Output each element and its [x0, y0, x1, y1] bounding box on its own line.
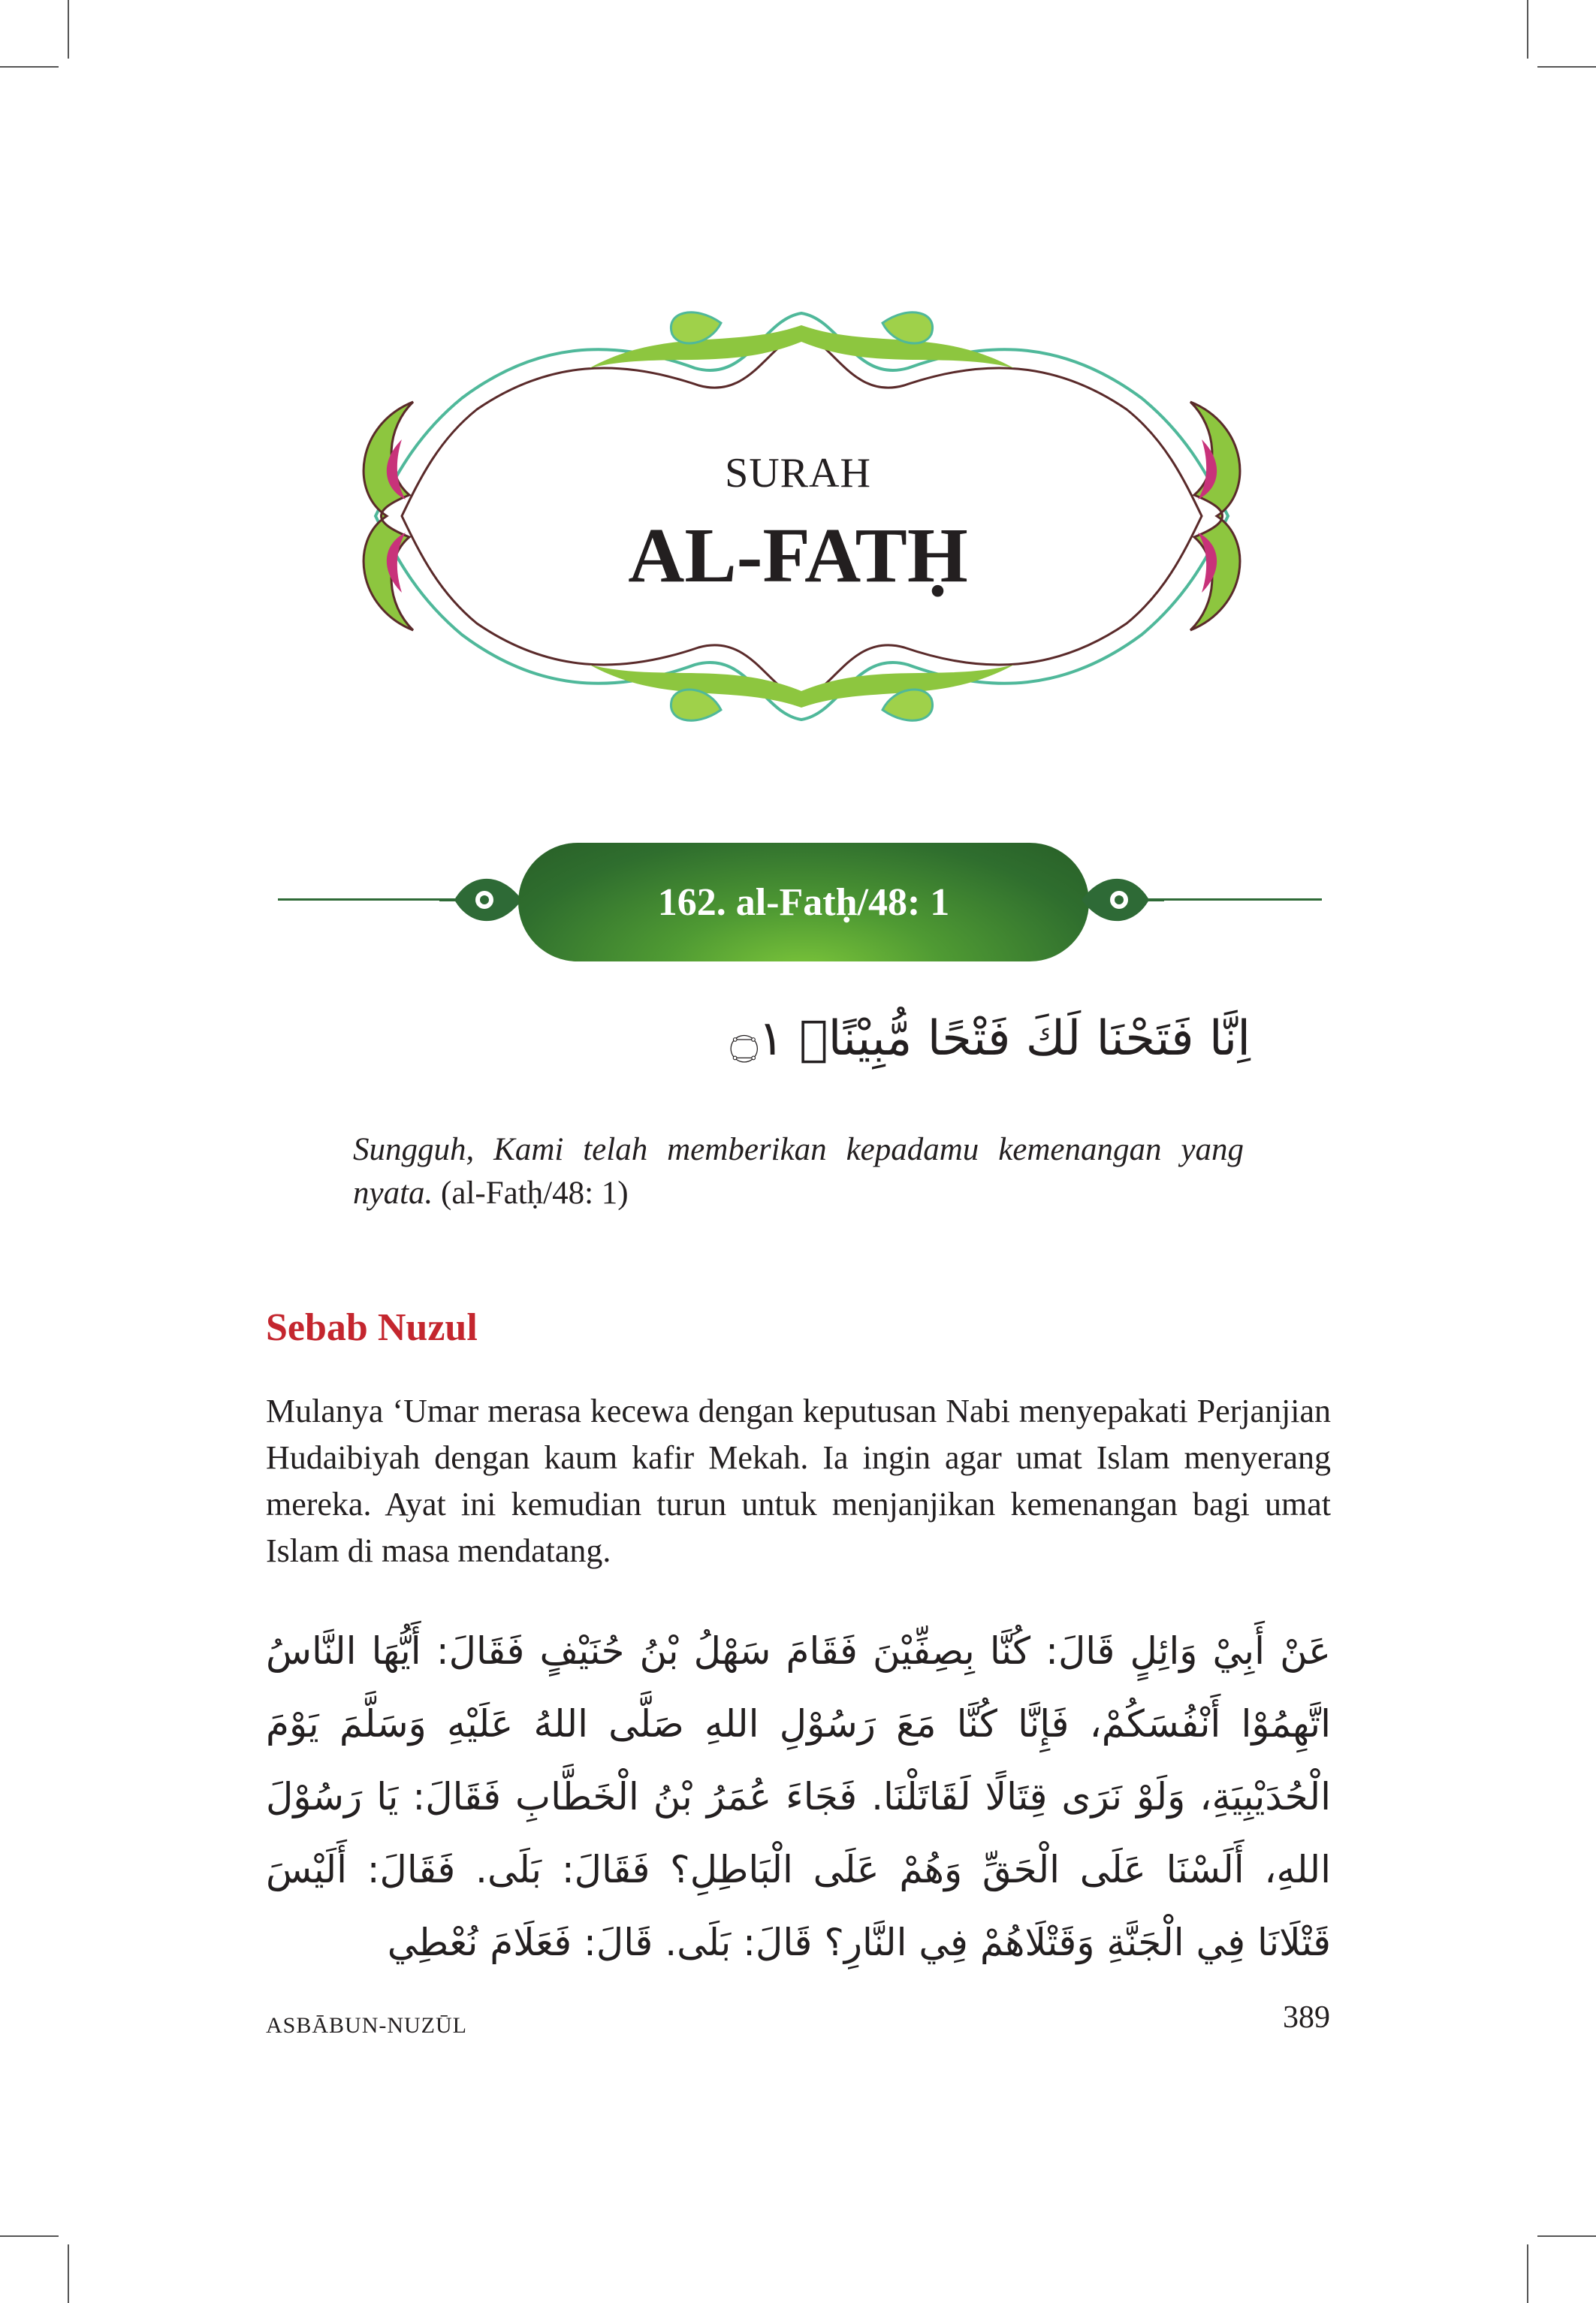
translation-reference: (al-Fatḥ/48: 1) — [441, 1176, 629, 1211]
crop-mark — [0, 66, 59, 68]
divider-line-right — [1153, 898, 1322, 901]
crop-mark — [1537, 2235, 1596, 2237]
crop-mark — [1527, 2244, 1528, 2303]
verse-arabic-text: اِنَّا فَتَحْنَا لَكَ فَتْحًا مُّبِيْنًاۙ ۝١ — [730, 1011, 1251, 1067]
crop-mark — [68, 0, 69, 59]
page-number: 389 — [1283, 2000, 1330, 2035]
surah-title: AL-FATḤ — [628, 512, 968, 599]
verse-translation — [353, 1128, 1244, 1215]
surah-label: SURAH — [725, 450, 871, 497]
body-paragraph: Mulanya ‘Umar merasa kecewa dengan keputusan Nabi menyepakati Perjanjian Hudaibiyah dengan kaum kafir Mekah. Ia ingin agar umat Islam menyerang mereka. Ayat ini kemudian turun untuk menjanjikan kemenangan bagi umat Islam di masa mendatang. — [266, 1393, 1331, 1569]
verse-reference-badge — [518, 843, 1089, 961]
verse-reference: 162. al-Fatḥ/48: 1 — [657, 880, 950, 924]
section-heading: Sebab Nuzul — [266, 1306, 478, 1349]
crop-mark — [1537, 66, 1596, 68]
crop-mark — [68, 2244, 69, 2303]
crop-mark — [0, 2235, 59, 2237]
translation-text: Sungguh, Kami telah memberikan kepadamu kemenangan yang nyata. — [353, 1132, 1244, 1211]
hadith-arabic-text: عَنْ أَبِيْ وَائِلٍ قَالَ: كُنَّا بِصِفِّيْنَ فَقَامَ سَهْلُ بْنُ حُنَيْفٍ فَقَالَ: أَيُّهَا النَّاسُ اتَّهِمُوْا أَنْفُسَكُمْ، فَإِنَّا كُنَّا مَعَ رَسُوْلِ اللهِ صَلَّى اللهُ عَلَيْهِ وَسَلَّمَ يَوْمَ الْحُدَيْبِيَةِ، وَلَوْ نَرَى قِتَالًا لَقَاتَلْنَا. فَجَاءَ عُمَرُ بْنُ الْخَطَّابِ فَقَالَ: يَا رَسُوْلَ اللهِ، أَلَسْنَا عَلَى الْحَقِّ وَهُمْ عَلَى الْبَاطِلِ؟ فَقَالَ: بَلَى. فَقَالَ: أَلَيْسَ قَتْلَانَا فِي الْجَنَّةِ وَقَتْلَاهُمْ فِي النَّارِ؟ قَالَ: بَلَى. قَالَ: فَعَلَامَ نُعْطِي — [266, 1629, 1331, 1964]
running-title: ASBĀBUN-NUZŪL — [266, 2013, 467, 2038]
crop-mark — [1527, 0, 1528, 59]
ornament-left-icon — [439, 866, 522, 934]
divider-line-left — [278, 898, 447, 901]
ornament-right-icon — [1082, 866, 1164, 934]
